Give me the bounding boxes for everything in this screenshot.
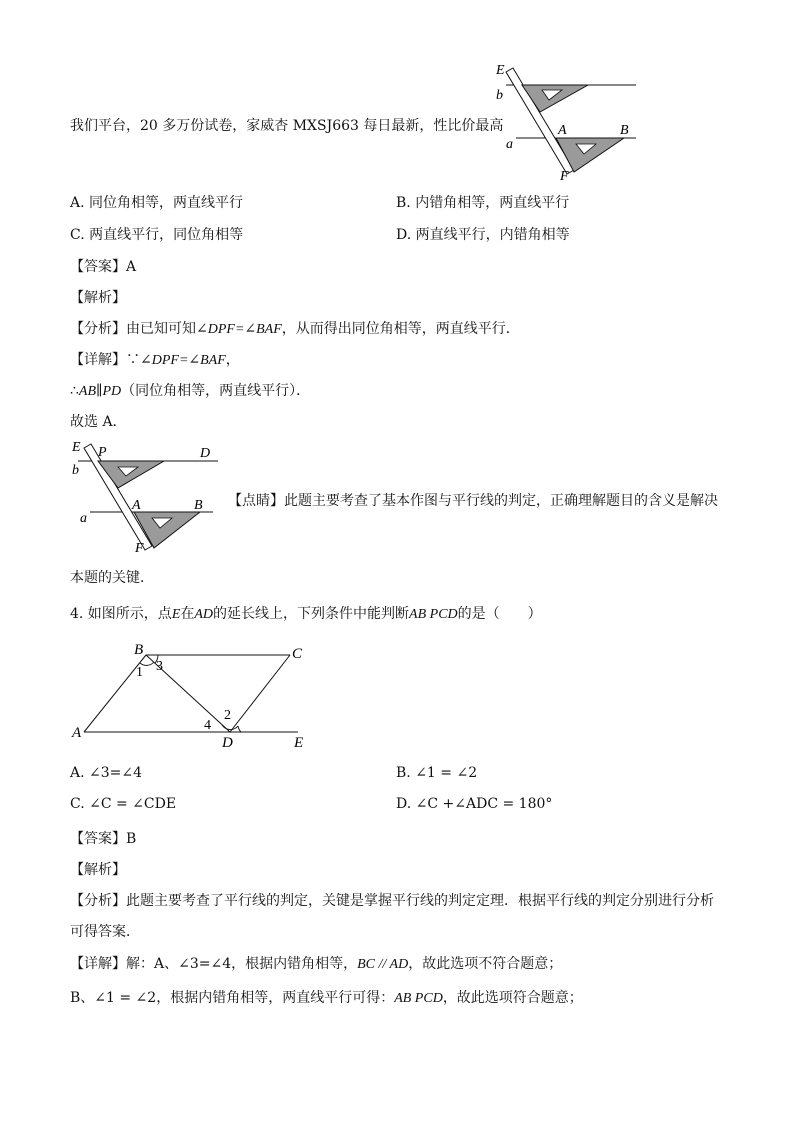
q4-option-b: B. ∠1 = ∠2 xyxy=(396,765,478,781)
label-a: a xyxy=(506,137,513,152)
figure-set-square-top xyxy=(494,60,644,185)
q3-answer-line xyxy=(70,256,136,276)
q4-detail-a: 【详解】解：A、∠3=∠4，根据内错角相等，BC // AD，故此选项不符合题意； xyxy=(70,956,563,972)
angle-1: 1 xyxy=(136,665,143,680)
q3-dianjing-cont: 本题的关键． xyxy=(70,570,154,586)
q3-option-a: A. 同位角相等，两直线平行 xyxy=(70,195,244,211)
label-b: b xyxy=(72,463,79,478)
label-E: E xyxy=(496,63,505,78)
q3-therefore-line: ∴AB∥PD（同位角相等，两直线平行）． xyxy=(70,383,311,399)
q4-stem: 4. 如图所示，点E在AD的延长线上，下列条件中能判断AB PCD的是（ ） xyxy=(70,606,542,622)
label-D: D xyxy=(222,735,233,751)
label-A: A xyxy=(72,725,82,741)
label-B: B xyxy=(194,498,203,513)
angle-2: 2 xyxy=(224,708,231,723)
figure-parallelogram xyxy=(66,638,316,753)
label-A: A xyxy=(132,498,141,513)
label-a: a xyxy=(80,511,87,526)
intro-line: 我们平台，20 多万份试卷，家威杏 MXSJ663 每日最新，性比价最高 xyxy=(70,118,504,134)
q3-option-b: B. 内错角相等，两直线平行 xyxy=(396,195,570,211)
q4-detail-b: B、∠1 = ∠2，根据内错角相等，两直线平行可得：AB PCD，故此选项符合题意； xyxy=(70,990,583,1006)
q4-analysis-tag: 【解析】 xyxy=(70,862,126,878)
q3-fenxi-line: 【分析】由已知可知∠DPF=∠BAF，从而得出同位角相等，两直线平行． xyxy=(70,321,520,337)
answer-value: A xyxy=(126,259,137,275)
q4-option-d: D. ∠C +∠ADC = 180° xyxy=(396,796,553,812)
line-DC xyxy=(230,655,290,732)
q3-option-c: C. 两直线平行，同位角相等 xyxy=(70,227,244,243)
label-D: D xyxy=(200,446,211,461)
angle-4: 4 xyxy=(204,718,211,733)
q3-dianjing-line: 【点睛】此题主要考查了基本作图与平行线的判定，正确理解题目的含义是解决 xyxy=(228,493,718,509)
q4-fenxi-line: 【分析】此题主要考查了平行线的判定，关键是掌握平行线的判定定理．根据平行线的判定分别进行分析 xyxy=(70,893,714,909)
label-B: B xyxy=(620,123,629,138)
label-B: B xyxy=(134,642,144,658)
angle-3: 3 xyxy=(156,659,163,674)
label-E: E xyxy=(294,735,304,751)
label-F: F xyxy=(560,169,569,184)
ruler xyxy=(506,68,574,174)
label-E: E xyxy=(72,440,81,455)
q3-analysis-tag: 【解析】 xyxy=(70,290,126,306)
q3-choose-line: 故选 A． xyxy=(70,414,127,430)
q4-option-c: C. ∠C = ∠CDE xyxy=(70,796,177,812)
label-C: C xyxy=(292,646,303,662)
label-P: P xyxy=(98,445,107,460)
label-A: A xyxy=(558,123,567,138)
q3-detail-line: 【详解】∵∠DPF=∠BAF， xyxy=(70,352,240,368)
q4-fenxi-cont: 可得答案． xyxy=(70,924,140,940)
q4-option-a: A. ∠3=∠4 xyxy=(70,765,143,781)
label-F: F xyxy=(135,541,144,556)
label-b: b xyxy=(496,88,503,103)
q3-option-d: D. 两直线平行，内错角相等 xyxy=(396,227,570,243)
answer-tag: 【答案】 xyxy=(70,259,126,275)
figure-set-square-mid xyxy=(68,438,224,558)
q4-answer-line: 【答案】B xyxy=(70,831,137,847)
